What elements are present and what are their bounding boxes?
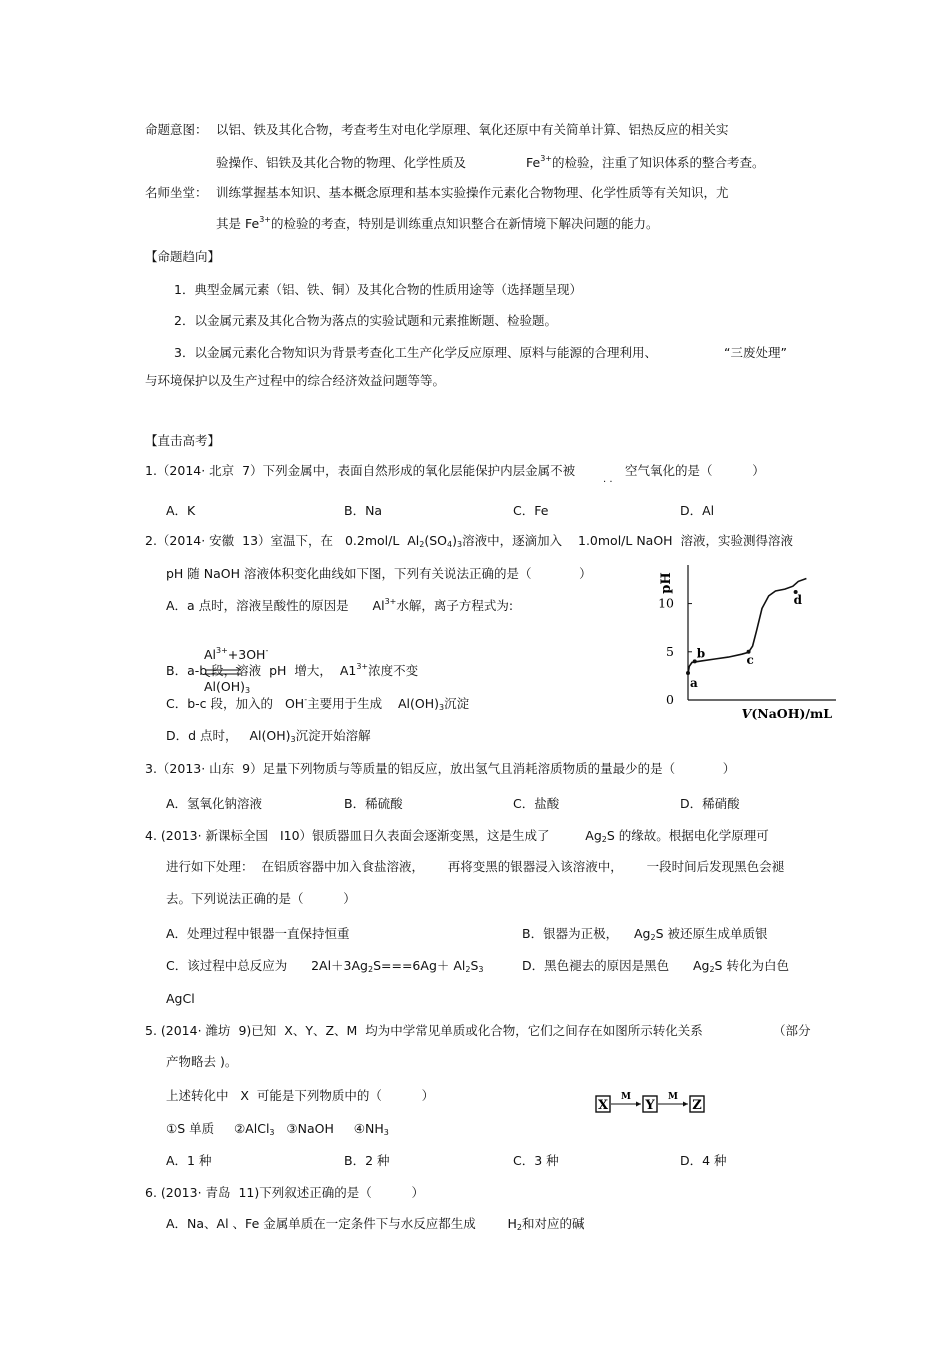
intent-line-1: 以铝、铁及其化合物，考查考生对电化学原理、氧化还原中有关简单计算、铝热反应的相关实 bbox=[216, 122, 729, 137]
teacher-line-2: 其是 $Fe^{3+}$的检验的考查，特别是训练重点知识整合在新情境下解决问题的能力。 bbox=[216, 215, 659, 231]
transformation-diagram bbox=[592, 1088, 712, 1118]
x-axis-label: V(NaOH)/mL bbox=[741, 706, 832, 721]
q5-option-b[interactable]: B．2 种 bbox=[344, 1153, 390, 1168]
q1-option-b[interactable]: B．Na bbox=[344, 503, 383, 518]
arrow-label-m-2: M bbox=[668, 1092, 678, 1102]
q1-option-a[interactable]: A．K bbox=[166, 503, 196, 518]
y-tick-label: 10 bbox=[658, 595, 674, 611]
q4-stem-3: 去。下列说法正确的是（ ） bbox=[166, 891, 356, 906]
y-tick-label: 5 bbox=[666, 643, 674, 659]
q1-option-d[interactable]: D．Al bbox=[680, 503, 715, 518]
y-tick-label: 0 bbox=[666, 692, 674, 707]
q4-stem-2: 进行如下处理： 在铝质容器中加入食盐溶液， 再将变黑的银器浸入该溶液中， 一段时间后发现黑色会褪 bbox=[166, 859, 785, 874]
q5-choices: ①S 单质 ②AlCl$_3$ ③NaOH $④NH_3$ bbox=[166, 1121, 389, 1137]
q2-option-d[interactable]: D．d 点时， $Al(OH)_3$沉淀开始溶解 bbox=[166, 728, 371, 744]
label-z: Z bbox=[692, 1098, 702, 1113]
intent-label: 命题意图： bbox=[145, 122, 208, 137]
q4-option-a[interactable]: A．处理过程中银器一直保持恒重 bbox=[166, 926, 350, 941]
q5-option-a[interactable]: A．1 种 bbox=[166, 1153, 212, 1168]
trend-heading: 【命题趋向】 bbox=[145, 249, 221, 264]
point-label-c: c bbox=[746, 652, 754, 667]
label-x: X bbox=[597, 1098, 609, 1113]
q3-option-d[interactable]: D．稀硝酸 bbox=[680, 796, 740, 811]
q3-option-a[interactable]: A．氢氧化钠溶液 bbox=[166, 796, 263, 811]
q5-stem-3: 上述转化中 X 可能是下列物质中的（ ） bbox=[166, 1088, 435, 1103]
teacher-line-1: 训练掌握基本知识、基本概念原理和基本实验操作元素化合物物理、化学性质等有关知识，尤 bbox=[216, 185, 729, 200]
point-a bbox=[686, 671, 690, 675]
trend-item-1: 1．典型金属元素（铝、铁、铜）及其化合物的性质用途等（选择题呈现） bbox=[174, 282, 582, 297]
q4-option-c[interactable]: C．该过程中总反应为 $2Al+3Ag_2S===6Ag+ Al_2S_3$ bbox=[166, 958, 484, 974]
point-label-a: a bbox=[690, 676, 698, 690]
exam-heading: 【直击高考】 bbox=[145, 433, 221, 448]
q2-stem-1: 2.（2014· 安徽 13）室温下，在 0.2mol/L $Al_2(SO_4)_3$溶液中，逐滴加入 1.0mol/L NaOH 溶液，实验测得溶液 bbox=[145, 533, 794, 549]
q6-option-a[interactable]: A．Na、Al 、Fe 金属单质在一定条件下与水反应都生成 $H_2$和对应的碱 bbox=[166, 1216, 585, 1232]
q1-option-c[interactable]: C．Fe bbox=[513, 503, 549, 518]
trend-item-3-cont: 与环境保护以及生产过程中的综合经济效益问题等等。 bbox=[145, 373, 446, 388]
q5-stem-2: 产物略去 )。 bbox=[166, 1054, 238, 1069]
q4-option-d[interactable]: D．黑色褪去的原因是黑色 $Ag_2S$ 转化为白色 bbox=[522, 958, 789, 974]
q5-option-d[interactable]: D．4 种 bbox=[680, 1153, 727, 1168]
q6-stem: 6. (2013· 青岛 11)下列叙述正确的是（ ） bbox=[145, 1185, 424, 1200]
point-label-b: b bbox=[696, 646, 706, 661]
q2-stem-2: pH 随 NaOH 溶液体积变化曲线如下图，下列有关说法正确的是（ ） bbox=[166, 566, 592, 581]
q4-option-b[interactable]: B．银器为正极， $Ag_2S$ 被还原生成单质银 bbox=[522, 926, 768, 942]
trend-item-2: 2．以金属元素及其化合物为落点的实验试题和元素推断题、检验题。 bbox=[174, 313, 557, 328]
q4-option-d-cont: AgCl bbox=[166, 991, 195, 1006]
ph-titration-chart bbox=[642, 556, 842, 726]
q4-stem-1: 4. (2013· 新课标全国 Ⅰ10）银质器皿日久表面会逐渐变黑，这是生成了 $Ag_2S$ 的缘故。根据电化学原理可 bbox=[145, 828, 769, 844]
teacher-label: 名师坐堂： bbox=[145, 185, 208, 200]
q1-emphasis-dots: . . bbox=[603, 474, 613, 485]
point-label-d: d bbox=[793, 593, 803, 607]
q5-stem-1-end: （部分 bbox=[773, 1023, 811, 1038]
q2-option-b[interactable]: B．a-b 段，溶液 pH 增大， $A1^{3+}$浓度不变 bbox=[166, 662, 419, 678]
q3-stem: 3.（2013· 山东 9）足量下列物质与等质量的铝反应，放出氢气且消耗溶质物质的量最少的是（ ） bbox=[145, 761, 736, 776]
q1-stem: 1.（2014· 北京 7）下列金属中，表面自然形成的氧化层能保护内层金属不被 bbox=[145, 463, 576, 478]
y-axis-label: pH bbox=[659, 572, 674, 594]
q1-stem-end: 空气氧化的是（ ） bbox=[625, 463, 765, 478]
q3-option-b[interactable]: B．稀硫酸 bbox=[344, 796, 403, 811]
q5-stem-1: 5. (2014· 潍坊 9)已知 X、Y、Z、M 均为中学常见单质或化合物，它们之间存在如图所示转化关系 bbox=[145, 1023, 703, 1038]
q3-option-c[interactable]: C．盐酸 bbox=[513, 796, 560, 811]
trend-item-3-quote: “三废处理” bbox=[724, 345, 787, 360]
arrow-label-m-1: M bbox=[621, 1092, 631, 1102]
q2-equation: $Al^{3+}+3OH^-$ $Al(OH)_3$ bbox=[203, 646, 269, 695]
intent-line-2: 验操作、铝铁及其化合物的物理、化学性质及 $Fe^{3+}$的检验，注重了知识体系的整合考查。 bbox=[216, 154, 765, 170]
trend-item-3: 3．以金属元素化合物知识为背景考查化工生产化学反应原理、原料与能源的合理利用、 bbox=[174, 345, 657, 360]
q2-option-a[interactable]: A．a 点时，溶液呈酸性的原因是 $Al^{3+}$水解，离子方程式为: bbox=[166, 597, 514, 613]
q2-option-c[interactable]: C．b-c 段，加入的 OH-主要用于生成 $Al(OH)_3$沉淀 bbox=[166, 695, 470, 712]
label-y: Y bbox=[645, 1098, 655, 1113]
q5-option-c[interactable]: C．3 种 bbox=[513, 1153, 559, 1168]
